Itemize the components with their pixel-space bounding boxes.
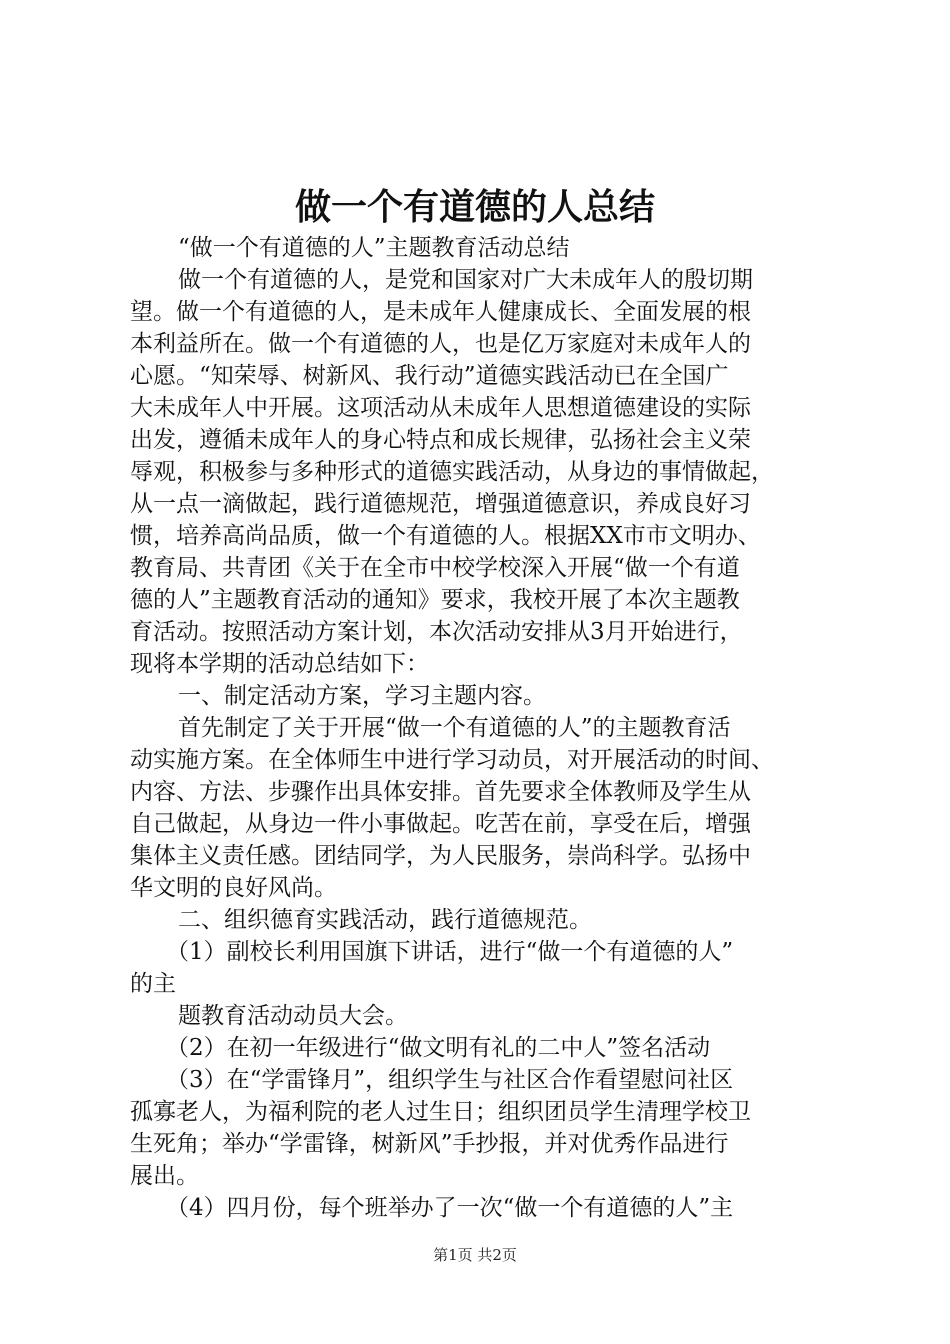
page-footer: 第1页 共2页: [433, 1246, 517, 1264]
body-line: 首先制定了关于开展“做一个有道德的人”的主题教育活: [178, 715, 731, 741]
body-line: （3）在“学雷锋月”，组织学生与社区合作看望慰问社区: [166, 1067, 734, 1093]
body-line: 心愿。“知荣辱、树新风、我行动”道德实践活动已在全国广: [130, 363, 729, 389]
body-line: “做一个有道德的人”主题教育活动总结: [178, 235, 570, 261]
body-line: 望。做一个有道德的人，是未成年人健康成长、全面发展的根: [130, 299, 751, 325]
body-line: 德的人”主题教育活动的通知》要求，我校开展了本次主题教: [130, 587, 740, 613]
body-line: 辱观，积极参与多种形式的道德实践活动，从身边的事情做起，: [130, 459, 774, 485]
body-line: （4）四月份，每个班举办了一次“做一个有道德的人”主: [166, 1195, 734, 1221]
body-line: 自己做起，从身边一件小事做起。吃苦在前，享受在后，增强: [130, 811, 751, 837]
body-line: （2）在初一年级进行“做文明有礼的二中人”签名活动: [166, 1035, 711, 1061]
body-line: 集体主义责任感。团结同学，为人民服务，崇尚科学。弘扬中: [130, 843, 751, 869]
body-line: 二、组织德育实践活动，践行道德规范。: [178, 907, 592, 933]
body-line: 教育局、共青团《关于在全市中校学校深入开展“做一个有道: [130, 555, 740, 581]
body-line: 大未成年人中开展。这项活动从未成年人思想道德建设的实际: [130, 395, 751, 421]
body-line: 孤寡老人，为福利院的老人过生日；组织团员学生清理学校卫: [130, 1099, 751, 1125]
body-line: 做一个有道德的人，是党和国家对广大未成年人的殷切期: [178, 267, 753, 293]
body-line: 华文明的良好风尚。: [130, 875, 337, 901]
body-line: 育活动。按照活动方案计划，本次活动安排从3月开始进行，: [130, 619, 743, 645]
document-body: [130, 232, 830, 1224]
body-line: 的主: [130, 971, 176, 997]
body-line: 本利益所在。做一个有道德的人，也是亿万家庭对未成年人的: [130, 331, 751, 357]
document-title: 做一个有道德的人总结: [294, 187, 655, 228]
body-line: 现将本学期的活动总结如下：: [130, 651, 429, 677]
body-line: 惯，培养高尚品质，做一个有道德的人。根据XX市市文明办、: [130, 523, 761, 549]
body-line: 内容、方法、步骤作出具体安排。首先要求全体教师及学生从: [130, 779, 751, 805]
body-line: 展出。: [130, 1163, 199, 1189]
body-line: 出发，遵循未成年人的身心特点和成长规律，弘扬社会主义荣: [130, 427, 751, 453]
body-line: 动实施方案。在全体师生中进行学习动员，对开展活动的时间、: [130, 747, 774, 773]
body-line: 从一点一滴做起，践行道德规范，增强道德意识，养成良好习: [130, 491, 751, 517]
body-line: 一、制定活动方案，学习主题内容。: [178, 683, 546, 709]
body-line: （1）副校长利用国旗下讲话，进行“做一个有道德的人”: [166, 939, 734, 965]
body-line: 题教育活动动员大会。: [178, 1003, 408, 1029]
body-line: 生死角；举办“学雷锋，树新风”手抄报，并对优秀作品进行: [130, 1131, 729, 1157]
